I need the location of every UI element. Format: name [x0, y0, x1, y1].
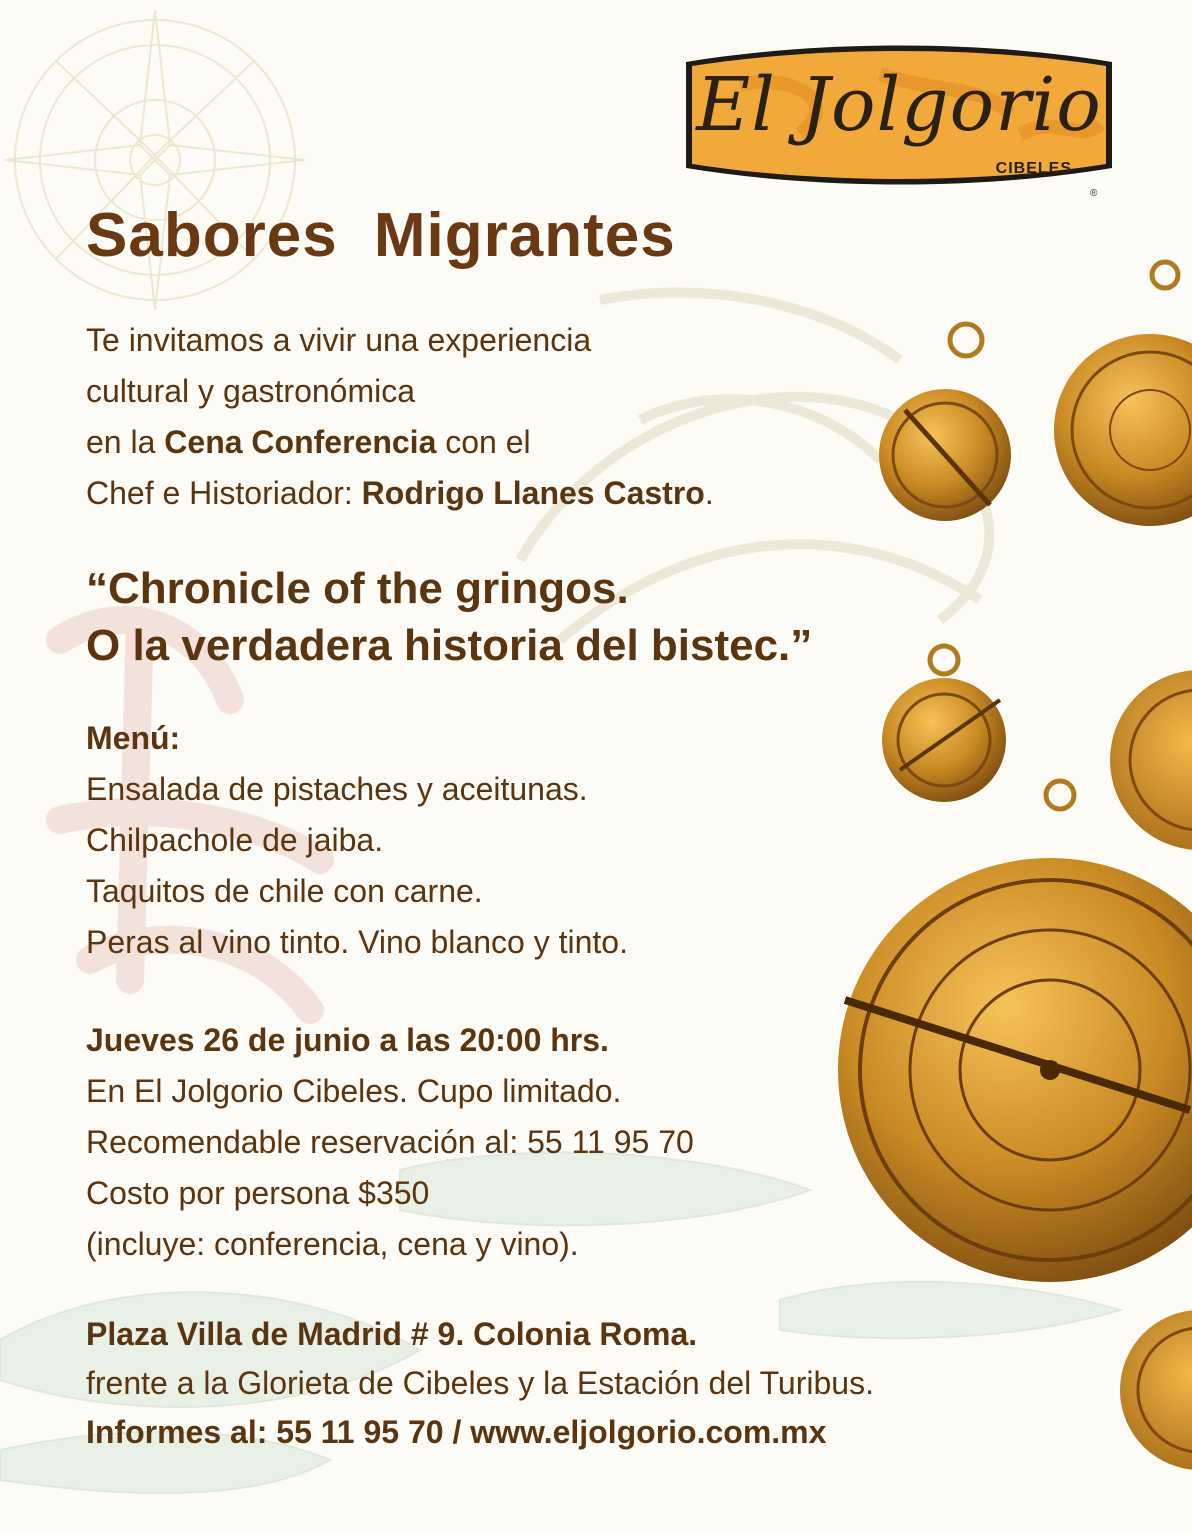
intro-line-3-post: con el: [436, 424, 531, 460]
brand-logo: [680, 44, 1118, 186]
intro-line-3-pre: en la: [86, 424, 165, 460]
event-date: Jueves 26 de junio a las 20:00 hrs.: [86, 1022, 609, 1058]
event-place: En El Jolgorio Cibeles. Cupo limitado.: [86, 1073, 622, 1109]
astrolabe-top-left: [879, 324, 1011, 521]
menu-item: Peras al vino tinto. Vino blanco y tinto.: [86, 924, 628, 960]
intro-line-4-post: .: [704, 475, 714, 511]
intro-line-1: Te invitamos a vivir una experiencia: [86, 322, 592, 358]
registered-mark: ®: [1090, 188, 1098, 199]
address: Plaza Villa de Madrid # 9. Colonia Roma.: [86, 1316, 698, 1352]
menu-item: Taquitos de chile con carne.: [86, 873, 483, 909]
astrolabe-top-right: [1054, 262, 1192, 526]
intro-line-2: cultural y gastronómica: [86, 373, 416, 409]
website-link[interactable]: www.eljolgorio.com.mx: [470, 1414, 827, 1450]
quote-line-1: “Chronicle of the gringos.: [86, 564, 629, 613]
intro-text: [86, 315, 714, 519]
menu-item: Ensalada de pistaches y aceitunas.: [86, 771, 588, 807]
logo-subtitle: CIBELES: [995, 160, 1072, 177]
logo-name: El Jolgorio: [696, 62, 1102, 148]
footer: [86, 1310, 874, 1457]
intro-line-4-pre: Chef e Historiador:: [86, 475, 362, 511]
astrolabe-right-edge: [1110, 670, 1192, 850]
event-cost: Costo por persona $350: [86, 1175, 430, 1211]
intro-line-3: [86, 417, 714, 468]
chef-name: Rodrigo Llanes Castro: [361, 475, 705, 511]
directions: frente a la Glorieta de Cibeles y la Estación del Turibus.: [86, 1365, 874, 1401]
menu-item: Chilpachole de jaiba.: [86, 822, 384, 858]
intro-line-4: [86, 468, 714, 519]
menu-section: [86, 713, 628, 968]
astrolabe-bottom-right: [1120, 1310, 1192, 1470]
menu-heading: Menú:: [86, 720, 181, 756]
conference-title: [86, 560, 812, 674]
page-title: Sabores Migrantes: [86, 201, 676, 270]
contact-line: [86, 1408, 874, 1457]
event-type: Cena Conferencia: [164, 424, 437, 460]
quote-line-2: O la verdadera historia del bistec.”: [86, 621, 813, 670]
event-details: [86, 1015, 694, 1270]
astrolabe-large: [838, 781, 1192, 1282]
event-includes: (incluye: conferencia, cena y vino).: [86, 1226, 579, 1262]
event-reservation: Recomendable reservación al: 55 11 95 70: [86, 1124, 694, 1160]
astrolabe-middle: [882, 646, 1006, 802]
info-label: Informes al: 55 11 95 70 /: [86, 1414, 471, 1450]
